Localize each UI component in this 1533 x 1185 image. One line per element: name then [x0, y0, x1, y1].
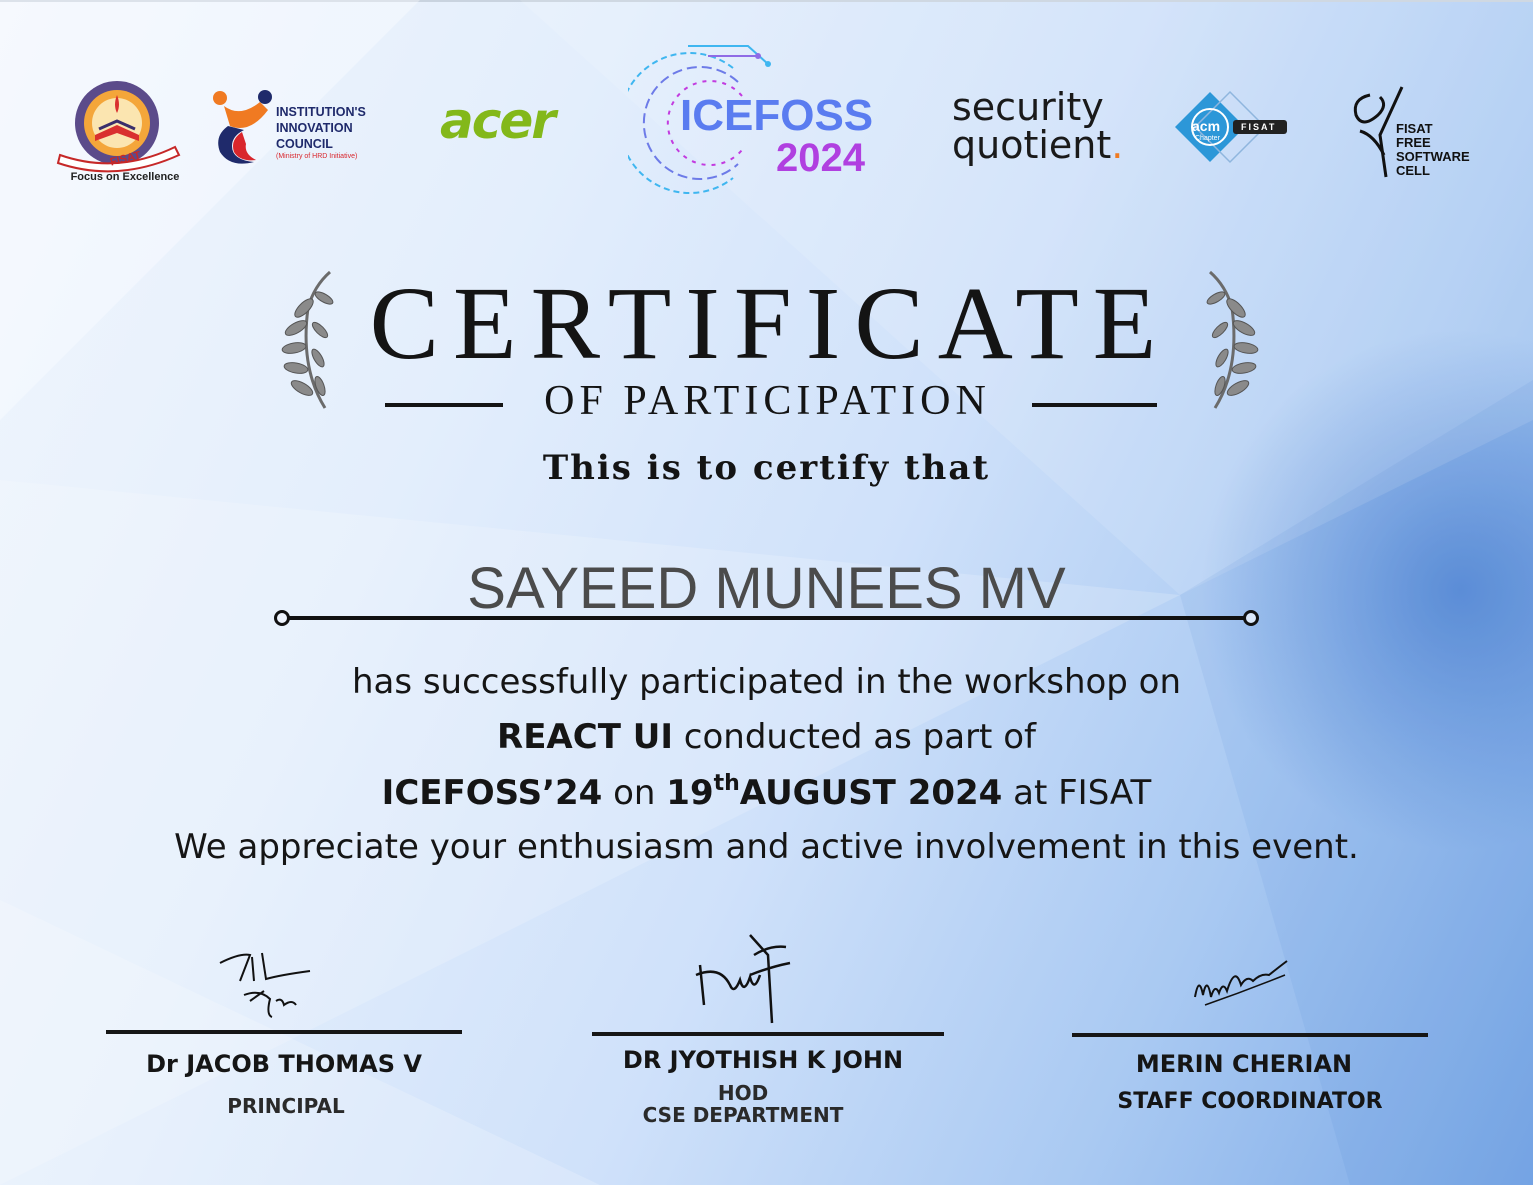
foss-cell-logo	[1350, 85, 1490, 180]
iic-line1: INSTITUTION'S	[276, 105, 366, 119]
acer-logo: acer	[440, 92, 554, 150]
signatory-department-hod: CSE DEPARTMENT	[642, 1103, 844, 1127]
name-underline	[272, 607, 1262, 629]
foss-line2: FREE	[1396, 135, 1431, 150]
body-line-1: has successfully participated in the workshop on	[351, 662, 1182, 702]
body-line-4: We appreciate your enthusiasm and active involvement in this event.	[174, 827, 1359, 867]
subtitle-rule-right	[1032, 403, 1157, 407]
iic-line4: (Ministry of HRD Initiative)	[276, 153, 358, 160]
fisat-logo	[55, 75, 185, 185]
event-name: ICEFOSS’24	[381, 773, 603, 813]
iic-emblem-icon	[210, 88, 272, 168]
signature-principal	[210, 945, 320, 1025]
event-date: AUGUST 2024	[739, 773, 1003, 813]
workshop-name: REACT UI	[497, 717, 673, 757]
signature-line-hod	[592, 1032, 944, 1036]
laurel-left-icon	[280, 268, 340, 413]
iic-line2: INNOVATION	[276, 121, 353, 135]
signature-hod	[690, 925, 800, 1030]
subtitle-rule-left	[385, 403, 503, 407]
signatory-role-principal: PRINCIPAL	[227, 1094, 345, 1118]
signatory-name-coordinator: MERIN CHERIAN	[1135, 1050, 1353, 1078]
body-line-3: ICEFOSS’24 on 19thAUGUST 2024 at FISAT	[381, 771, 1152, 813]
event-day-suffix: th	[713, 771, 740, 796]
fisat-tagline: Focus on Excellence	[70, 171, 180, 183]
sq-line1: security	[952, 85, 1104, 129]
icefoss-title: ICEFOSS	[680, 91, 874, 140]
acm-fisat-text: FISAT	[1241, 122, 1277, 132]
iic-logo	[210, 88, 390, 173]
signatory-role-coordinator: STAFF COORDINATOR	[1117, 1089, 1383, 1114]
certificate-title: CERTIFICATE	[369, 266, 1171, 381]
foss-line3: SOFTWARE	[1396, 149, 1470, 164]
signature-line-principal	[106, 1030, 462, 1034]
security-quotient-logo	[952, 85, 1124, 167]
signature-coordinator	[1185, 945, 1295, 1015]
icefoss-year: 2024	[776, 136, 865, 180]
laurel-right-icon	[1200, 268, 1260, 413]
sq-line2: quotient.	[952, 123, 1124, 167]
signatory-role-hod: HOD	[717, 1081, 769, 1105]
acm-text: acm	[1192, 118, 1221, 134]
foss-line4: CELL	[1396, 163, 1430, 178]
fisat-ribbon-text: FISAT	[109, 149, 142, 169]
signatory-name-principal: Dr JACOB THOMAS V	[146, 1050, 422, 1078]
certify-intro: This is to certify that	[542, 448, 991, 488]
certificate-subtitle: OF PARTICIPATION	[544, 378, 991, 424]
foss-line1: FISAT	[1396, 121, 1433, 136]
iic-line3: COUNCIL	[276, 137, 333, 151]
acm-fisat-logo	[1175, 90, 1290, 165]
body-line-2: REACT UI conducted as part of	[497, 717, 1036, 757]
icefoss-logo	[628, 38, 908, 198]
signatory-name-hod: DR JYOTHISH K JOHN	[622, 1046, 904, 1074]
signature-line-coordinator	[1072, 1033, 1428, 1037]
acm-sub: Chapter	[1195, 135, 1220, 142]
event-day: 19	[666, 773, 714, 813]
recipient-name: SAYEED MUNEES MV	[467, 556, 1066, 621]
